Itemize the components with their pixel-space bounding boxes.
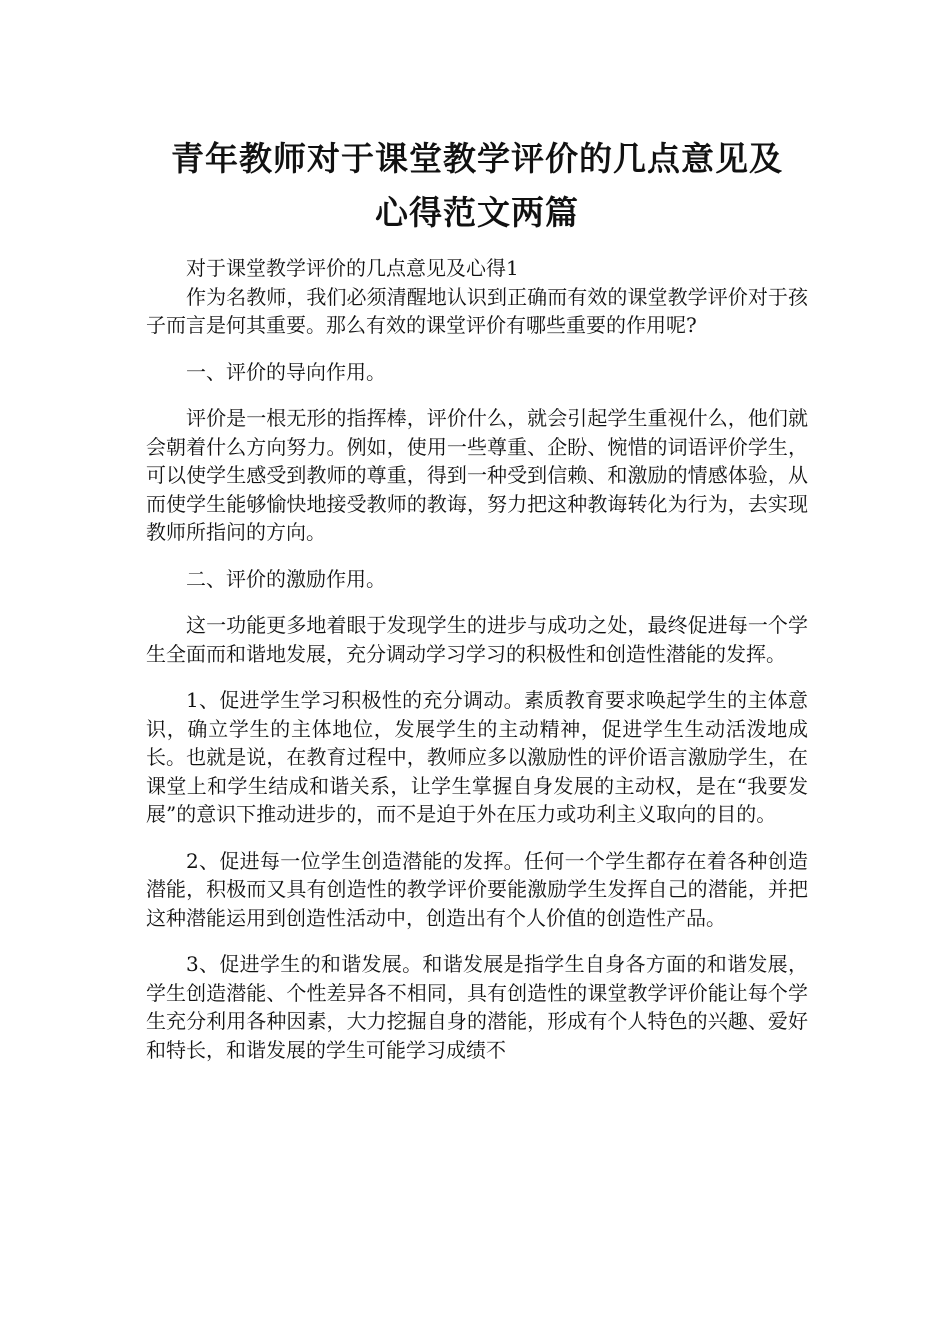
heading-guidance-role: 一、评价的导向作用。 [186, 359, 386, 384]
paragraph-point-1: 1、促进学生学习积极性的充分调动。素质教育要求唤起学生的主体意识，确立学生的主体地位，发展学生的主动精神，促进学生生动活泼地成长。也就是说，在教育过程中，教师应多以激励性的评价语言激励学生，在课堂上和学生结成和谐关系，让学生掌握自身发展的主动权，是在“我要发展”的意识下推动进步的，而不是迫于外在压力或功利主义取向的目的。 [146, 688, 808, 826]
document-title [146, 132, 808, 240]
paragraph-point-2: 2、促进每一位学生创造潜能的发挥。任何一个学生都存在着各种创造潜能，积极而又具有创造性的教学评价要能激励学生发挥自己的潜能，并把这种潜能运用到创造性活动中，创造出有个人价值的创造性产品。 [146, 848, 808, 930]
paragraph-guidance: 评价是一根无形的指挥棒，评价什么，就会引起学生重视什么，他们就会朝着什么方向努力。例如，使用一些尊重、企盼、惋惜的词语评价学生，可以使学生感受到教师的尊重，得到一种受到信赖、和激励的情感体验，从而使学生能够愉快地接受教师的教诲，努力把这种教诲转化为行为，去实现教师所指问的方向。 [146, 406, 808, 544]
heading-incentive-role: 二、评价的激励作用。 [186, 566, 386, 591]
document-page [146, 132, 808, 1064]
paragraph-intro: 作为名教师，我们必须清醒地认识到正确而有效的课堂教学评价对于孩子而言是何其重要。那么有效的课堂评价有哪些重要的作用呢? [146, 284, 808, 337]
title-line-1: 青年教师对于课堂教学评价的几点意见及 [171, 139, 783, 178]
paragraph-incentive: 这一功能更多地着眼于发现学生的进步与成功之处，最终促进每一个学生全面而和谐地发展，充分调动学习学习的积极性和创造性潜能的发挥。 [146, 613, 808, 666]
title-line-2: 心得范文两篇 [375, 193, 579, 232]
section-subtitle: 对于课堂教学评价的几点意见及心得1 [186, 256, 519, 280]
paragraph-point-3: 3、促进学生的和谐发展。和谐发展是指学生自身各方面的和谐发展，学生创造潜能、个性差异各不相同，具有创造性的课堂教学评价能让每个学生充分利用各种因素，大力挖掘自身的潜能，形成有个人特色的兴趣、爱好和特长，和谐发展的学生可能学习成绩不 [146, 952, 808, 1062]
